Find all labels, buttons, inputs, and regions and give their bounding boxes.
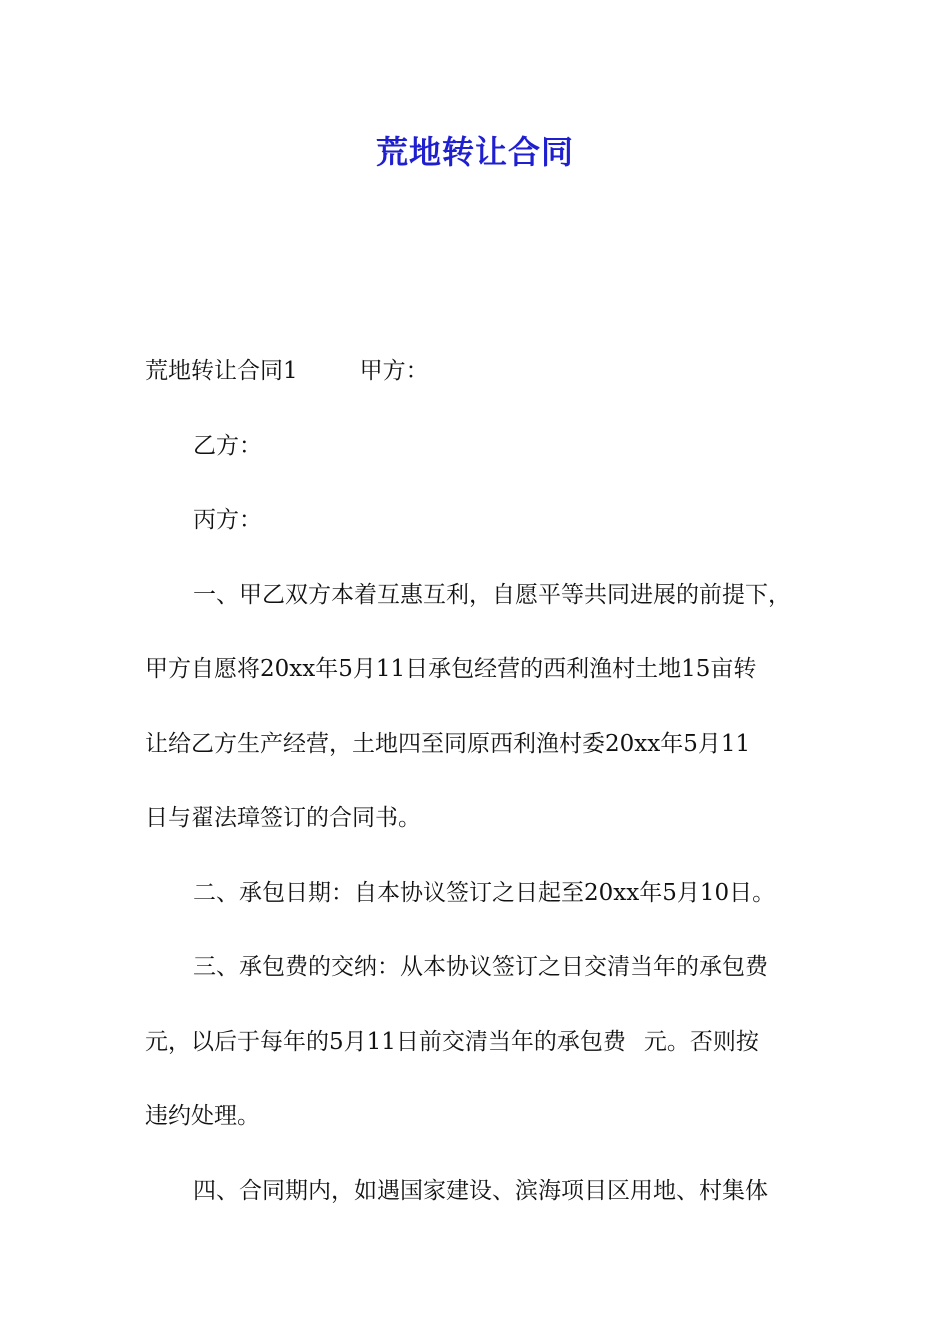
contract-label: 荒地转让合同1 (145, 358, 298, 384)
party-c-label: 丙方： (193, 507, 262, 533)
clause-3-line-2-part-b: 元。否则按 (643, 1028, 759, 1055)
clause-1-line-2: 甲方自愿将20xx年5月11日承包经营的西利渔村土地15亩转 (145, 656, 757, 682)
heading-line (145, 334, 825, 409)
clause-1-line-1: 一、甲乙双方本着互惠互利，自愿平等共同进展的前提下， (193, 581, 791, 608)
clause-1-line-3: 让给乙方生产经营，土地四至同原西利渔村委20xx年5月11 (145, 730, 751, 757)
clause-3-line-3: 违约处理。 (145, 1103, 260, 1129)
document-title: 荒地转让合同 (375, 133, 574, 171)
clause-2-line-1: 二、承包日期：自本协议签订之日起至20xx年5月10日。 (193, 879, 776, 906)
clause-3-line-1: 三、承包费的交纳：从本协议签订之日交清当年的承包费 (193, 954, 768, 980)
clause-3-line-2 (145, 1005, 825, 1080)
clause-3-line-2-part-a: 元，以后于每年的5月11日前交清当年的承包费 (145, 1028, 626, 1055)
clause-4-line-1: 四、合同期内，如遇国家建设、滨海项目区用地、村集体 (193, 1177, 768, 1204)
clause-1-line-4: 日与翟法璋签订的合同书。 (145, 805, 421, 831)
party-b-label: 乙方： (193, 432, 262, 459)
party-a-label: 甲方： (359, 358, 429, 384)
document-body (145, 334, 825, 1228)
